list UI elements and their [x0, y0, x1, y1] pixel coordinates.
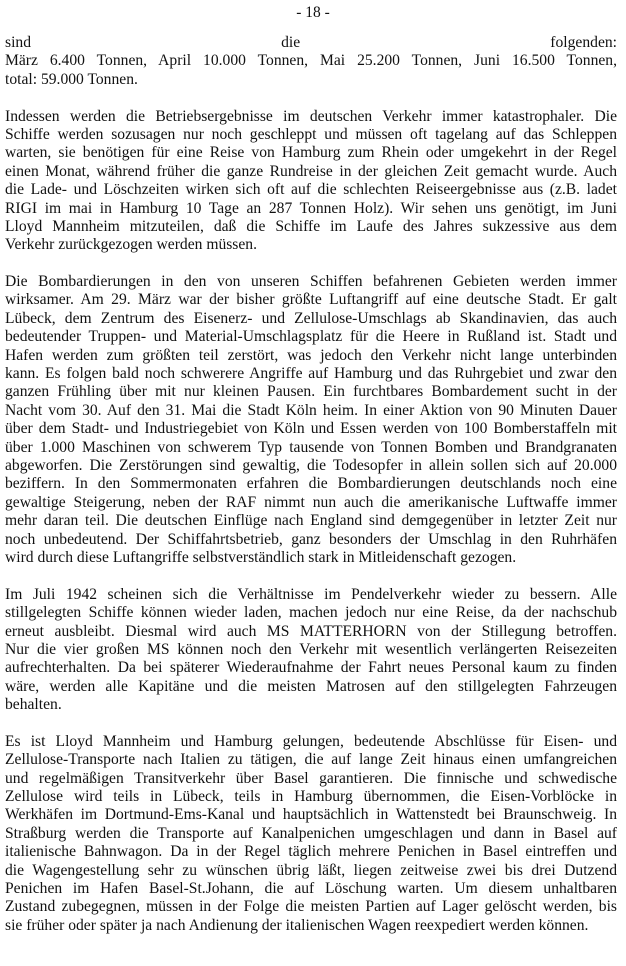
text-line: bedeutender Truppen- und Material-Umschlagsplatz für die Heere in Rußland ist. Stadt und: [5, 328, 617, 346]
text-line: stillgelegten Schiffe können wieder laden, machen jedoch nur eine Reise, da der nachschub: [5, 604, 617, 622]
text-line: total: 59.000 Tonnen.: [5, 70, 138, 88]
paragraph: [5, 586, 617, 715]
text-line: warten, sie benötigen für eine Reise von Hamburg zum Rhein oder umgekehrt in der Regel: [5, 144, 617, 162]
text-line: und regelmäßigen Transitverkehr über Basel garantieren. Die finnische und schwedische: [5, 769, 617, 787]
paragraph: [5, 733, 617, 935]
text-line: mehr daran teil. Die deutschen Einflüge nach England sind demgegenüber in letzter Zeit nur: [5, 512, 617, 530]
text-line: noch unbedeutend. Der Schiffahrtsbetrieb, ganz besonders der Umschlag in den Ruhrhäfen: [5, 530, 617, 548]
text-line: sie früher oder später ja nach Andienung der italienischen Wagen reexpediert werden können.: [5, 916, 589, 934]
text-line: über dem Stadt- und Industriegebiet von Köln und Essen werden von 100 Bomberstaffeln mit: [5, 420, 617, 438]
page-number: - 18 -: [296, 4, 330, 21]
text-line: Zellulose wird teils in Lübeck, teils in Hamburg übernommen, die Eisen-Vorblöcke in: [5, 788, 617, 806]
text-line: Schiffe werden sozusagen nur noch geschleppt und müssen oft tagelang auf das Schleppen: [5, 125, 617, 143]
text-line: beziffern. In den Sommermonaten erfahren die Bombardierungen deutschlands noch eine: [5, 475, 617, 493]
text-line: wird durch diese Luftangriffe selbstverständlich stark in Mitleidenschaft gezogen.: [5, 548, 517, 566]
text-line: Es ist Lloyd Mannheim und Hamburg gelungen, bedeutende Abschlüsse für Eisen- und: [5, 732, 617, 750]
text-line: Nacht vom 30. Auf den 31. Mai die Stadt Köln heim. In einer Aktion von 90 Minuten Dauer: [5, 401, 617, 419]
text-line: behalten.: [5, 696, 62, 714]
text-line: einen Monat, während früher die ganze Rundreise in der gleichen Zeit gemacht wurde. Auch: [5, 162, 617, 180]
text-line: die Lade- und Löschzeiten wirken sich oft auf die schlechten Reiseergebnisse aus (z.B. ladet: [5, 181, 617, 199]
text-line: Im Juli 1942 scheinen sich die Verhältnisse im Pendelverkehr wieder zu bessern. Alle: [5, 585, 617, 603]
text-line: März 6.400 Tonnen, April 10.000 Tonnen, Mai 25.200 Tonnen, Juni 16.500 Tonnen,: [5, 52, 617, 70]
text-line: kann. Es folgen bald noch schwerere Angriffe auf Hamburg und das Ruhrgebiet und zwar den: [5, 365, 617, 383]
text-line: Hafen werden zum größten teil zerstört, was jedoch den Verkehr nicht lange unterbinden: [5, 346, 617, 364]
text-line: Die Bombardierungen in den von unseren Schiffen befahrenen Gebieten werden immer: [5, 273, 617, 291]
text-line: wäre, werden alle Kapitäne und die meisten Matrosen auf den stillgelegten Fahrzeugen: [5, 677, 617, 695]
text-line: abgeworfen. Die Zerstörungen sind gewaltig, die Todesopfer in allein sollen sich auf 20.000: [5, 456, 617, 474]
text-line: ganzen Frühling über mit nur kleinen Pausen. Ein furchtbares Bombardement sucht in der: [5, 383, 617, 401]
text-line: Verkehr zurückgezogen werden müssen.: [5, 236, 257, 254]
text-line: die Wagengestellung sehr zu wünschen übrig läßt, liegen zeitweise zwei bis drei Dutzend: [5, 861, 617, 879]
text-line: RIGI im mai in Hamburg 10 Tage an 287 Tonnen Holz). Wir sehen uns genötigt, im Juni: [5, 199, 617, 217]
text-line: Penichen im Hafen Basel-St.Johann, die auf Löschung warten. Um diesem unhaltbaren: [5, 879, 617, 897]
text-line: erneut ausbleibt. Diesmal wird auch MS MATTERHORN von der Stillegung betroffen.: [5, 622, 617, 640]
paragraph: [5, 108, 617, 255]
text-line: Straßburg werden die Transporte auf Kanalpenichen umgeschlagen und dann in Basel auf: [5, 824, 617, 842]
text-line: gewaltige Steigerung, neben der RAF nimmt nun auch die amerikanische Luftwaffe immer: [5, 493, 617, 511]
text-line: über 1.000 Maschinen von schwerem Typ tausende von Tonnen Bomben und Brandgranaten: [5, 438, 617, 456]
text-line: aufrechterhalten. Da bei späterer Wiederaufnahme der Fahrt neues Personal kaum zu finden: [5, 659, 617, 677]
text-line: Zellulose-Transporte nach Italien zu tätigen, die auf lange Zeit hinaus einen umfangreichen: [5, 751, 617, 769]
paragraph: [5, 34, 617, 89]
text-line: wirksamer. Am 29. März war der bisher größte Luftangriff auf eine deutsche Stadt. Er galt: [5, 291, 617, 309]
document-body: [5, 34, 617, 954]
text-line: Indessen werden die Betriebsergebnisse im deutschen Verkehr immer katastrophaler. Die: [5, 107, 617, 125]
text-line: italienische Bahnwagon. Da in der Regel täglich mehrere Penichen in Basel eintreffen und: [5, 843, 617, 861]
text-line: Werkhäfen im Dortmund-Ems-Kanal und hauptsächlich in Wattenstedt bei Braunschweig. In: [5, 806, 617, 824]
text-line: Lübeck, dem Zentrum des Eisenerz- und Zellulose-Umschlags ab Skandinavien, das auch: [5, 309, 617, 327]
text-line: sind die folgenden:: [5, 34, 617, 51]
text-line: Nur die vier großen MS können noch den Verkehr mit wesentlich verlängerten Reisezeiten: [5, 640, 617, 658]
text-line: Lloyd Mannheim mitzuteilen, daß die Schiffe im Laufe des Jahres sukzessive aus dem: [5, 217, 617, 235]
paragraph: [5, 273, 617, 567]
text-line: Zustand zubegegnen, müssen in der Folge die meisten Partien auf Lager gelöscht werden, bis: [5, 898, 617, 916]
